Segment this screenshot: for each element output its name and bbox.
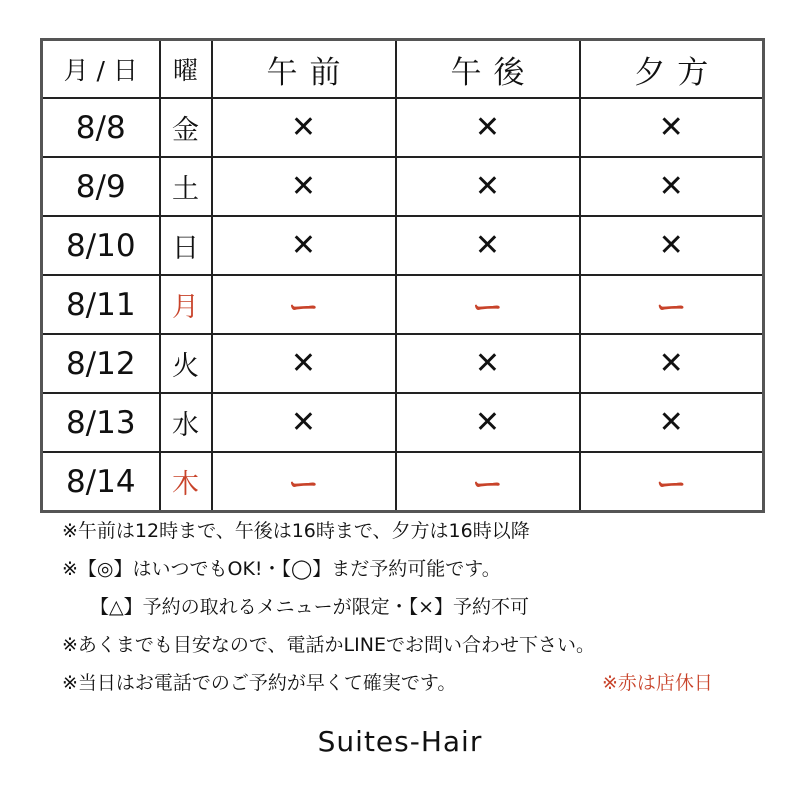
header-day-of-week: 曜	[160, 40, 212, 99]
afternoon-status: ー	[396, 275, 580, 334]
morning-status: ✕	[212, 334, 396, 393]
row-day-of-week-closed: 月	[160, 275, 212, 334]
table-row	[42, 393, 764, 452]
note-holiday: ※赤は店休日	[602, 672, 713, 694]
note-contact: ※あくまでも目安なので、電話かLINEでお問い合わせ下さい。	[62, 634, 595, 656]
availability-table	[40, 38, 765, 513]
table-row	[42, 157, 764, 216]
row-day-of-week: 火	[160, 334, 212, 393]
note-symbols-1: ※【◎】はいつでもOK!・【◯】まだ予約可能です。	[62, 558, 501, 580]
morning-status: ✕	[212, 157, 396, 216]
morning-status: ✕	[212, 98, 396, 157]
row-date: 8/8	[42, 98, 160, 157]
row-date: 8/13	[42, 393, 160, 452]
evening-status: ✕	[580, 216, 764, 275]
note-hours: ※午前は12時まで、午後は16時まで、夕方は16時以降	[62, 520, 530, 542]
header-evening: 夕方	[580, 40, 764, 99]
row-date: 8/10	[42, 216, 160, 275]
evening-status: ✕	[580, 334, 764, 393]
brand-name: Suites-Hair	[317, 725, 483, 758]
evening-status: ✕	[580, 98, 764, 157]
morning-status: ー	[212, 452, 396, 512]
table-row	[42, 275, 764, 334]
header-afternoon: 午後	[396, 40, 580, 99]
row-day-of-week: 金	[160, 98, 212, 157]
header-date: 月 / 日	[42, 40, 160, 99]
morning-status: ✕	[212, 393, 396, 452]
row-date: 8/12	[42, 334, 160, 393]
morning-status: ー	[212, 275, 396, 334]
afternoon-status: ー	[396, 452, 580, 512]
table-header-row	[42, 40, 764, 99]
note-same-day: ※当日はお電話でのご予約が早くて確実です。	[62, 672, 457, 694]
afternoon-status: ✕	[396, 216, 580, 275]
evening-status: ✕	[580, 157, 764, 216]
row-date: 8/9	[42, 157, 160, 216]
evening-status: ✕	[580, 393, 764, 452]
row-date: 8/11	[42, 275, 160, 334]
row-day-of-week: 土	[160, 157, 212, 216]
table-row	[42, 216, 764, 275]
row-day-of-week: 水	[160, 393, 212, 452]
afternoon-status: ✕	[396, 393, 580, 452]
afternoon-status: ✕	[396, 334, 580, 393]
table-row	[42, 452, 764, 512]
header-morning: 午前	[212, 40, 396, 99]
row-date: 8/14	[42, 452, 160, 512]
afternoon-status: ✕	[396, 157, 580, 216]
morning-status: ✕	[212, 216, 396, 275]
row-day-of-week: 日	[160, 216, 212, 275]
notes-section	[62, 512, 762, 702]
evening-status: ー	[580, 452, 764, 512]
table-row	[42, 334, 764, 393]
table-row	[42, 98, 764, 157]
note-same-day-row	[62, 664, 762, 702]
afternoon-status: ✕	[396, 98, 580, 157]
row-day-of-week-closed: 木	[160, 452, 212, 512]
note-symbols-2: 【△】予約の取れるメニューが限定・【×】予約不可	[90, 596, 530, 618]
evening-status: ー	[580, 275, 764, 334]
